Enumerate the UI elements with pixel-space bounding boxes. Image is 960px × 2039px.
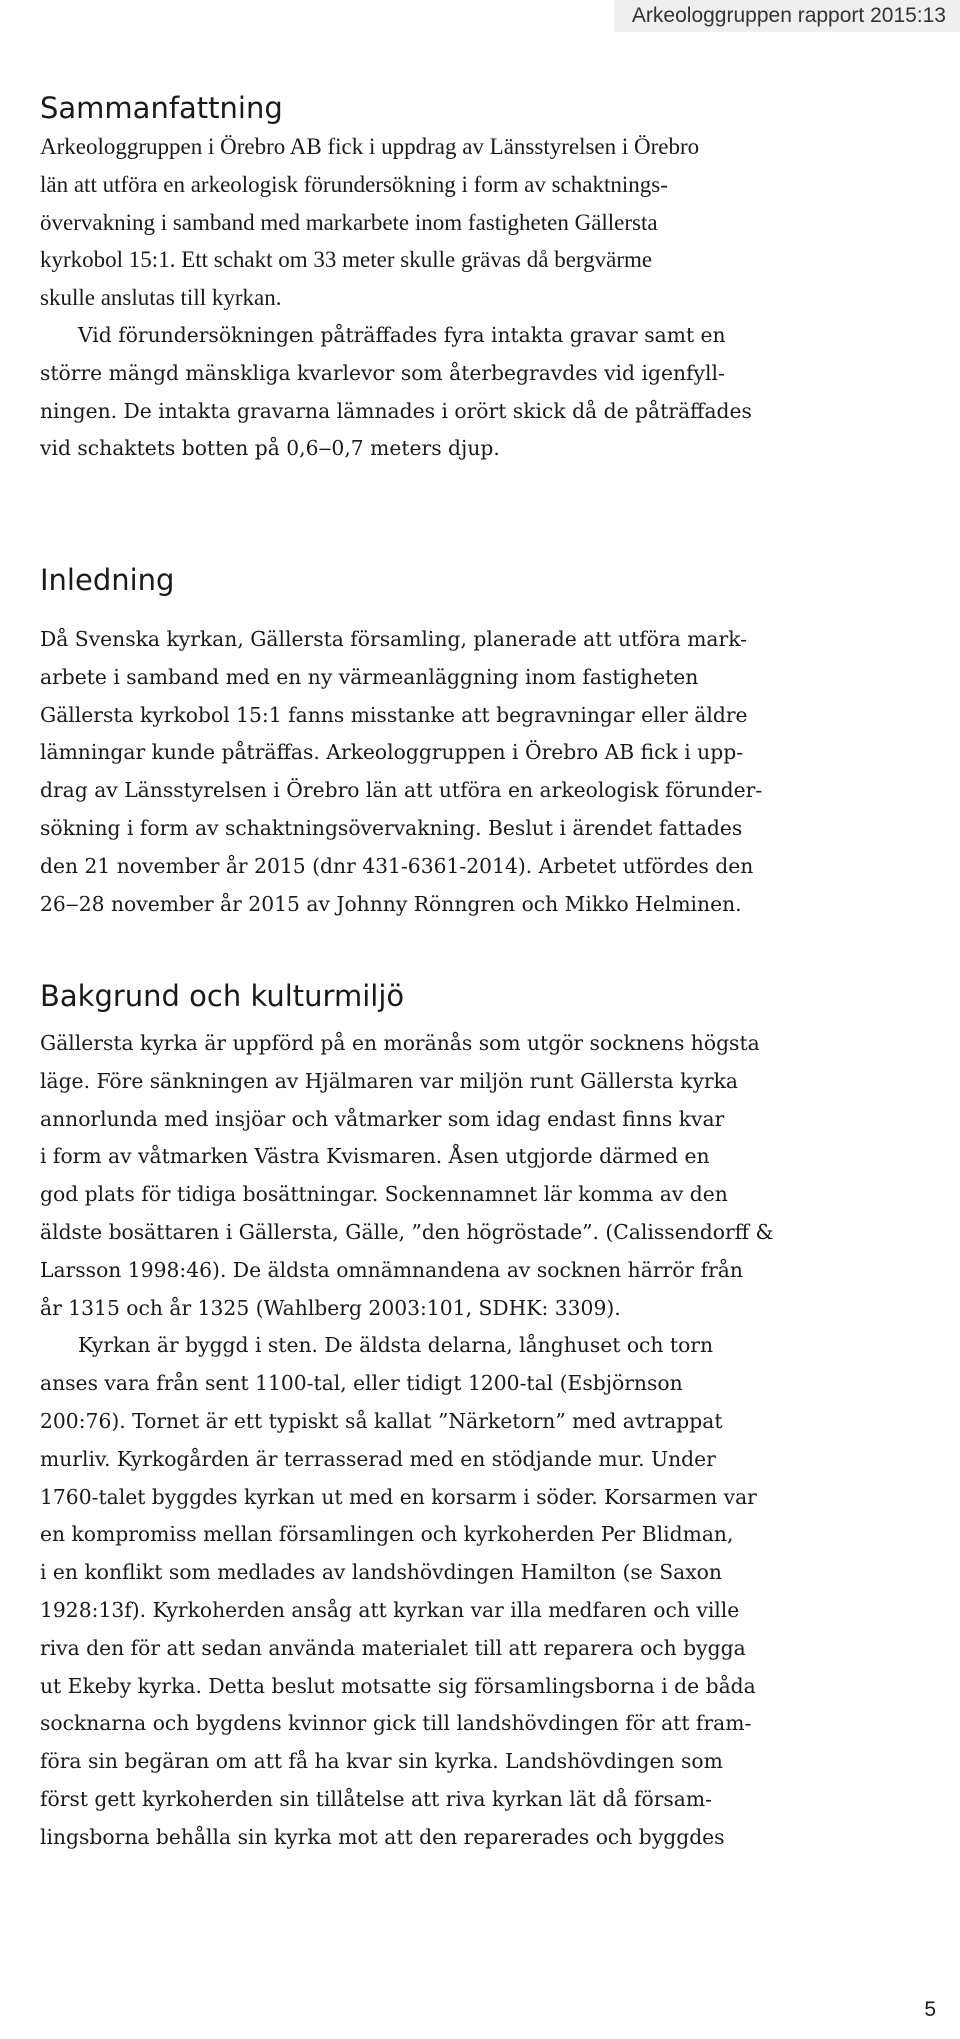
text-line: i form av våtmarken Västra Kvismaren. Åsen utgjorde därmed en <box>40 1144 710 1169</box>
text-line: lämningar kunde påträffas. Arkeologgruppen i Örebro AB fick i upp- <box>40 740 744 765</box>
text-line: sökning i form av schaktningsövervakning. Beslut i ärendet fattades <box>40 815 743 840</box>
text-line: ningen. De intakta gravarna lämnades i orört skick då de påträffades <box>40 398 752 423</box>
text-line: kyrkobol 15:1. Ett schakt om 33 meter skulle grävas då bergvärme <box>40 247 653 273</box>
text-line: arbete i samband med en ny värmeanläggning inom fastigheten <box>40 664 699 689</box>
text-line: Kyrkan är byggd i sten. De äldsta delarna, långhuset och torn <box>78 1333 714 1358</box>
text-line: 1760-talet byggdes kyrkan ut med en korsarm i söder. Korsarmen var <box>40 1484 757 1509</box>
text-line: Larsson 1998:46). De äldsta omnämnandena av socknen härrör från <box>40 1257 743 1282</box>
text-line: Då Svenska kyrkan, Gällersta församling, planerade att utföra mark- <box>40 627 747 651</box>
text-line: i en konflikt som medlades av landshövdingen Hamilton (se Saxon <box>40 1560 722 1585</box>
running-header: Arkeologgruppen rapport 2015:13 <box>614 0 960 32</box>
page-number: 5 <box>924 1998 936 2021</box>
text-line: en kompromiss mellan församlingen och kyrkoherden Per Blidman, <box>40 1522 734 1547</box>
text-line: socknarna och bygdens kvinnor gick till landshövdingen för att fram- <box>40 1711 752 1736</box>
sammanfattning-text-2 <box>40 317 960 468</box>
text-line: Arkeologgruppen i Örebro AB fick i uppdrag av Länsstyrelsen i Örebro <box>40 134 700 159</box>
section-heading-bakgrund: Bakgrund och kulturmiljö <box>40 979 405 1013</box>
bakgrund-text <box>40 1025 960 1857</box>
text-line: riva den för att sedan använda materialet till att reparera och bygga <box>40 1635 746 1660</box>
inledning-text <box>40 621 960 923</box>
text-line: 1928:13f). Kyrkoherden ansåg att kyrkan var illa medfaren och ville <box>40 1597 740 1622</box>
text-line: vid schaktets botten på 0,6‒0,7 meters djup. <box>40 436 500 461</box>
text-line: god plats för tidiga bosättningar. Sockennamnet lär komma av den <box>40 1182 728 1207</box>
text-line: Gällersta kyrkobol 15:1 fanns misstanke att begravningar eller äldre <box>40 702 748 727</box>
text-line: Gällersta kyrka är uppförd på en moränås som utgör socknens högsta <box>40 1031 760 1055</box>
text-line: annorlunda med insjöar och våtmarker som idag endast finns kvar <box>40 1106 725 1131</box>
text-line: anses vara från sent 1100-tal, eller tidigt 1200-tal (Esbjörnson <box>40 1371 683 1396</box>
text-line: större mängd mänskliga kvarlevor som återbegravdes vid igenfyll- <box>40 360 725 385</box>
text-line: 26‒28 november år 2015 av Johnny Rönngren och Mikko Helminen. <box>40 891 742 916</box>
text-line: övervakning i samband med markarbete inom fastigheten Gällersta <box>40 209 658 235</box>
text-line: drag av Länsstyrelsen i Örebro län att utföra en arkeologisk förunder- <box>40 778 763 803</box>
text-line: äldste bosättaren i Gällersta, Gälle, ”den högröstade”. (Calissendorff & <box>40 1219 774 1244</box>
text-line: skulle anslutas till kyrkan. <box>40 285 282 311</box>
text-line: murliv. Kyrkogården är terrasserad med en stödjande mur. Under <box>40 1446 716 1471</box>
section-heading-sammanfattning: Sammanfattning <box>40 91 283 125</box>
text-line: läge. Före sänkningen av Hjälmaren var miljön runt Gällersta kyrka <box>40 1068 739 1093</box>
text-line: först gett kyrkoherden sin tillåtelse att riva kyrkan lät då försam- <box>40 1786 712 1811</box>
section-heading-inledning: Inledning <box>40 563 175 597</box>
sammanfattning-text <box>40 128 960 317</box>
text-line: den 21 november år 2015 (dnr 431-6361-2014). Arbetet utfördes den <box>40 853 754 878</box>
text-line: län att utföra en arkeologisk förundersökning i form av schaktnings- <box>40 171 668 197</box>
text-line: lingsborna behålla sin kyrka mot att den reparerades och byggdes <box>40 1824 725 1849</box>
text-line: år 1315 och år 1325 (Wahlberg 2003:101, SDHK: 3309). <box>40 1295 621 1320</box>
text-line: 200:76). Tornet är ett typiskt så kallat ”Närketorn” med avtrappat <box>40 1408 723 1433</box>
text-line: ut Ekeby kyrka. Detta beslut motsatte sig församlingsborna i de båda <box>40 1673 756 1698</box>
text-line: Vid förundersökningen påträffades fyra intakta gravar samt en <box>78 323 726 347</box>
text-line: föra sin begäran om att få ha kvar sin kyrka. Landshövdingen som <box>40 1749 723 1774</box>
